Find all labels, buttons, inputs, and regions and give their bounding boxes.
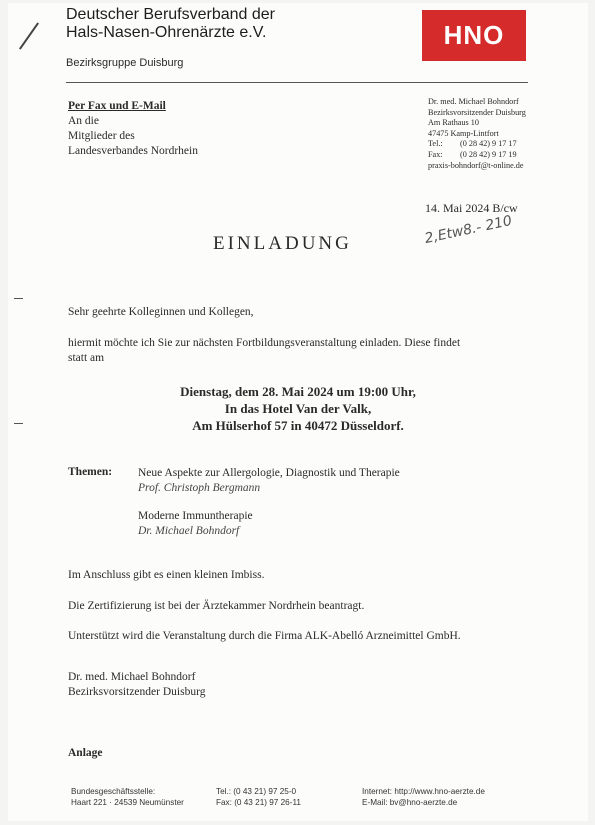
organization-name bbox=[66, 6, 275, 42]
salutation: Sehr geehrte Kolleginnen und Kollegen, bbox=[68, 306, 254, 318]
delivery-method: Per Fax und E-Mail bbox=[68, 100, 166, 112]
recipient-line: Mitglieder des bbox=[68, 130, 135, 142]
document-title: EINLADUNG bbox=[213, 233, 352, 254]
footer-phone bbox=[216, 787, 301, 808]
footer-office-label: Bundesgeschäftsstelle: bbox=[71, 787, 156, 796]
hno-logo: HNO bbox=[422, 10, 526, 61]
sender-email: praxis-bohndorf@t-online.de bbox=[428, 160, 524, 170]
org-line-1: Deutscher Berufsverband der bbox=[66, 6, 275, 23]
attachment-label: Anlage bbox=[68, 747, 103, 759]
sender-fax: (0 28 42) 9 17 19 bbox=[460, 149, 517, 159]
subgroup-name: Bezirksgruppe Duisburg bbox=[66, 57, 184, 69]
sender-street: Am Rathaus 10 bbox=[428, 118, 479, 128]
topic-item bbox=[138, 509, 253, 539]
tel-label: Tel.: bbox=[428, 139, 443, 149]
handwritten-note: 2,Etw8.- 210 bbox=[423, 212, 514, 248]
event-venue: In das Hotel Van der Valk, bbox=[224, 401, 372, 416]
snack-note: Im Anschluss gibt es einen kleinen Imbiss. bbox=[68, 569, 265, 581]
themes-label: Themen: bbox=[68, 466, 113, 478]
event-address: Am Hülserhof 57 in 40472 Düsseldorf. bbox=[192, 418, 404, 433]
sender-tel: (0 28 42) 9 17 17 bbox=[460, 139, 517, 149]
footer-website: Internet: http://www.hno-aerzte.de bbox=[362, 787, 485, 796]
recipient-line: Landesverbandes Nordrhein bbox=[68, 145, 198, 157]
margin-mark bbox=[14, 423, 23, 424]
footer-contact bbox=[362, 787, 485, 808]
header-divider bbox=[66, 82, 528, 83]
margin-mark bbox=[14, 298, 23, 299]
signature-block bbox=[68, 670, 205, 700]
event-date: Dienstag, dem 28. Mai 2024 um 19:00 Uhr, bbox=[180, 384, 416, 399]
intro-text bbox=[68, 336, 460, 366]
signature-role: Bezirksvorsitzender Duisburg bbox=[68, 686, 206, 698]
footer-tel: Tel.: (0 43 21) 97 25-0 bbox=[216, 787, 297, 796]
recipient-line: An die bbox=[68, 115, 99, 127]
date-reference: 14. Mai 2024 B/cw bbox=[425, 201, 518, 215]
sponsor-note: Unterstützt wird die Veranstaltung durch die Firma ALK-Abelló Arzneimittel GmbH. bbox=[68, 630, 461, 642]
footer-email: E-Mail: bv@hno-aerzte.de bbox=[362, 797, 458, 807]
topic-item bbox=[138, 466, 400, 496]
intro-line-2: statt am bbox=[68, 352, 105, 364]
footer-office-address: Haart 221 · 24539 Neumünster bbox=[71, 797, 184, 807]
sender-name: Dr. med. Michael Bohndorf bbox=[428, 97, 519, 106]
signature-name: Dr. med. Michael Bohndorf bbox=[68, 671, 196, 683]
topic-title: Neue Aspekte zur Allergologie, Diagnostik und Therapie bbox=[138, 467, 400, 479]
fax-label: Fax: bbox=[428, 149, 443, 159]
sender-role: Bezirksvorsitzender Duisburg bbox=[428, 107, 526, 117]
footer-fax: Fax: (0 43 21) 97 26-11 bbox=[216, 797, 301, 807]
topic-title: Moderne Immuntherapie bbox=[138, 510, 253, 522]
event-details bbox=[68, 383, 528, 434]
footer-office bbox=[71, 787, 184, 808]
recipient-block bbox=[68, 99, 198, 159]
org-line-2: Hals-Nasen-Ohrenärzte e.V. bbox=[66, 24, 267, 41]
sender-block bbox=[428, 97, 526, 171]
topic-speaker: Prof. Christoph Bergmann bbox=[138, 482, 261, 494]
intro-line-1: hiermit möchte ich Sie zur nächsten Fortbildungsveranstaltung einladen. Diese findet bbox=[68, 337, 461, 349]
topic-speaker: Dr. Michael Bohndorf bbox=[138, 525, 240, 537]
sender-city: 47475 Kamp-Lintfort bbox=[428, 128, 499, 138]
certification-note: Die Zertifizierung ist bei der Ärztekammer Nordrhein beantragt. bbox=[68, 600, 365, 612]
